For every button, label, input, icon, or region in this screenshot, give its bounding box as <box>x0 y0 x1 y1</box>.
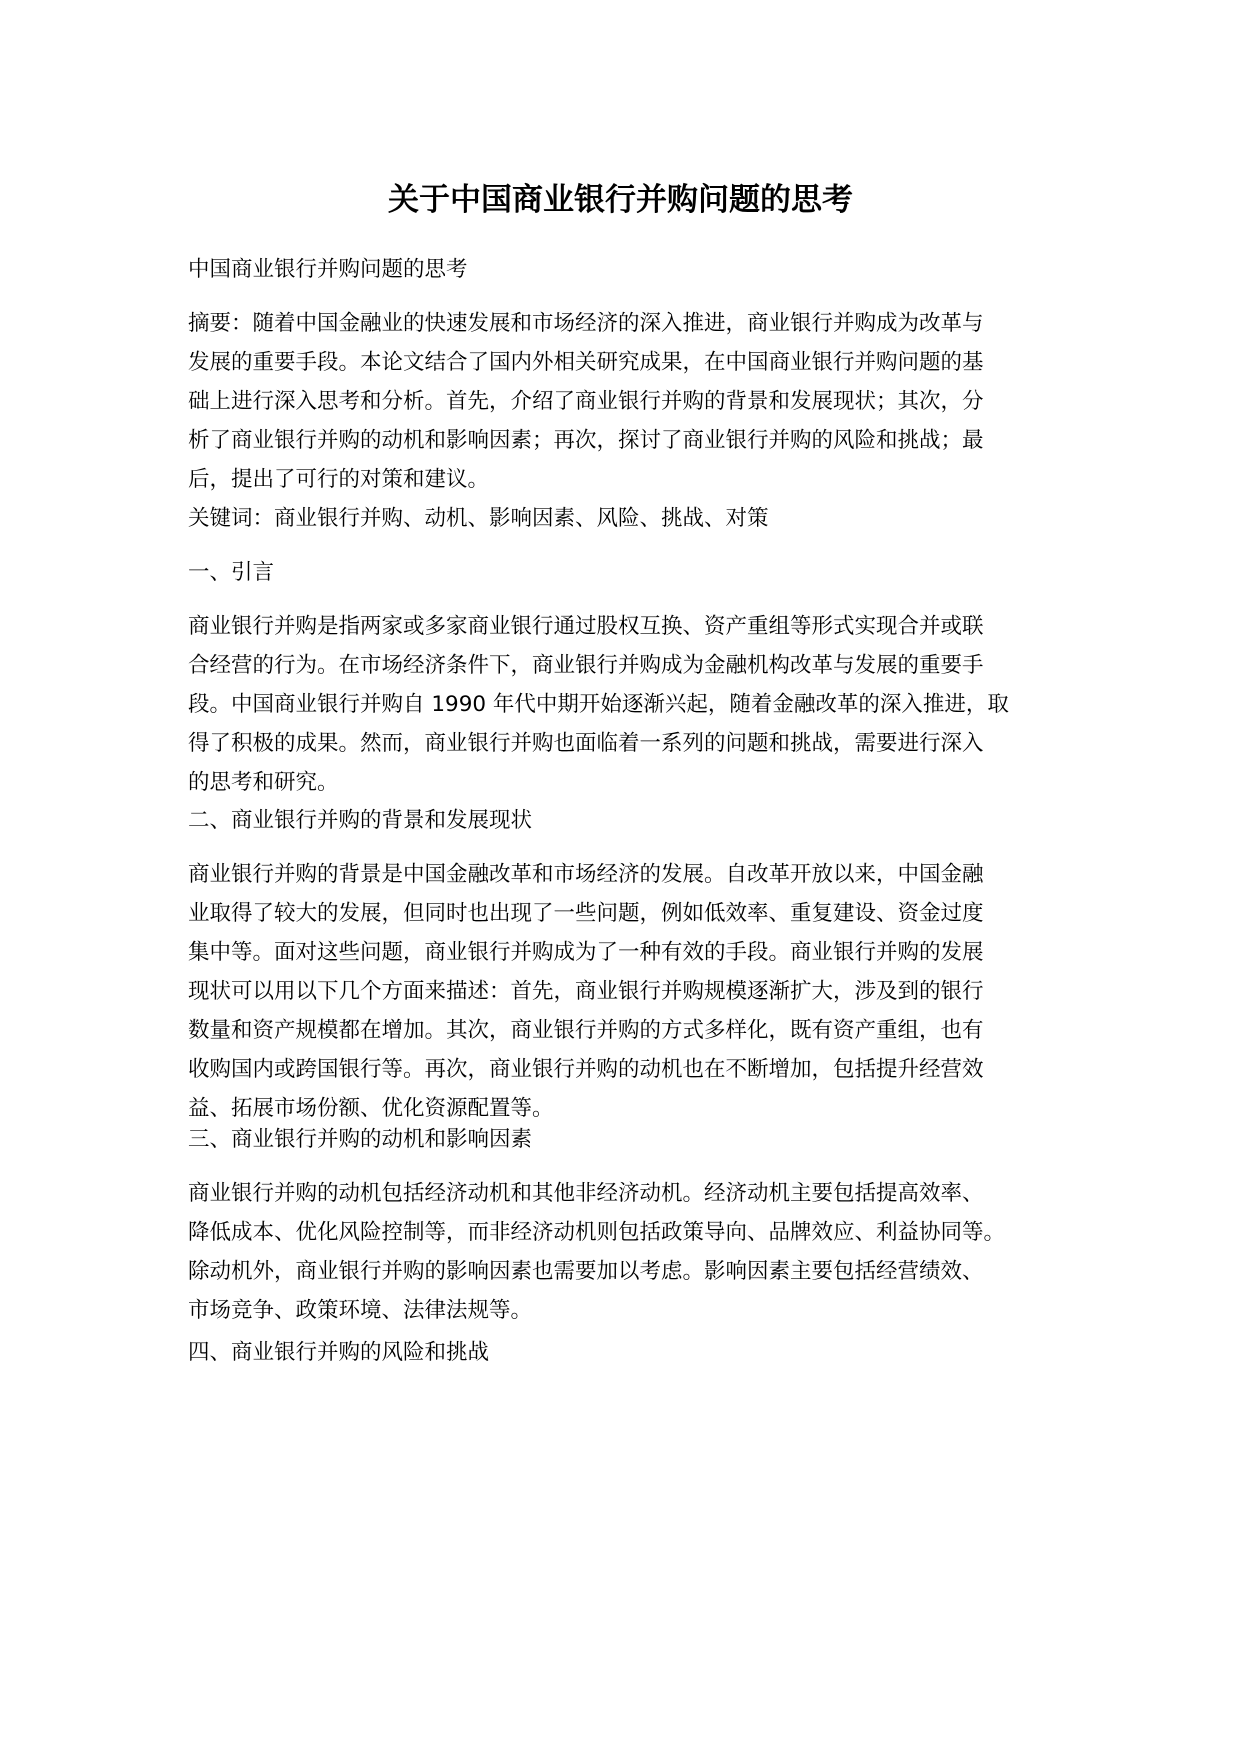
abstract-line: 析了商业银行并购的动机和影响因素；再次，探讨了商业银行并购的风险和挑战；最 <box>188 428 984 453</box>
paragraph-line: 现状可以用以下几个方面来描述：首先，商业银行并购规模逐渐扩大，涉及到的银行 <box>188 979 984 1004</box>
paragraph-line: 合经营的行为。在市场经济条件下，商业银行并购成为金融机构改革与发展的重要手 <box>188 653 984 678</box>
section-paragraph <box>188 1174 1058 1330</box>
abstract-line: 后，提出了可行的对策和建议。 <box>188 467 490 492</box>
paragraph-line: 除动机外，商业银行并购的影响因素也需要加以考虑。影响因素主要包括经营绩效、 <box>188 1259 984 1284</box>
paragraph-line: 段。中国商业银行并购自 1990 年代中期开始逐渐兴起，随着金融改革的深入推进，取 <box>188 692 1009 717</box>
paragraph-line: 商业银行并购是指两家或多家商业银行通过股权互换、资产重组等形式实现合并或联 <box>188 614 984 639</box>
paragraph-line: 数量和资产规模都在增加。其次，商业银行并购的方式多样化，既有资产重组，也有 <box>188 1018 984 1043</box>
abstract-paragraph <box>188 304 1058 499</box>
abstract-line: 础上进行深入思考和分析。首先，介绍了商业银行并购的背景和发展现状；其次，分 <box>188 389 984 414</box>
paragraph-line: 商业银行并购的背景是中国金融改革和市场经济的发展。自改革开放以来，中国金融 <box>188 862 984 887</box>
keywords-line: 关键词：商业银行并购、动机、影响因素、风险、挑战、对策 <box>188 506 769 531</box>
paragraph-line: 市场竞争、政策环境、法律法规等。 <box>188 1298 533 1323</box>
section-heading: 三、商业银行并购的动机和影响因素 <box>188 1127 533 1152</box>
section-heading: 二、商业银行并购的背景和发展现状 <box>188 808 533 833</box>
section-paragraph <box>188 855 1058 1128</box>
abstract-line: 发展的重要手段。本论文结合了国内外相关研究成果，在中国商业银行并购问题的基 <box>188 350 984 375</box>
paragraph-line: 降低成本、优化风险控制等，而非经济动机则包括政策导向、品牌效应、利益协同等。 <box>188 1220 1006 1245</box>
paragraph-line: 集中等。面对这些问题，商业银行并购成为了一种有效的手段。商业银行并购的发展 <box>188 940 984 965</box>
abstract-line: 摘要：随着中国金融业的快速发展和市场经济的深入推进，商业银行并购成为改革与 <box>188 311 984 336</box>
paragraph-line: 益、拓展市场份额、优化资源配置等。 <box>188 1096 554 1121</box>
section-heading: 四、商业银行并购的风险和挑战 <box>188 1340 490 1365</box>
paragraph-line: 商业银行并购的动机包括经济动机和其他非经济动机。经济动机主要包括提高效率、 <box>188 1181 984 1206</box>
section-heading: 一、引言 <box>188 560 275 585</box>
paragraph-line: 得了积极的成果。然而，商业银行并购也面临着一系列的问题和挑战，需要进行深入 <box>188 731 984 756</box>
section-paragraph <box>188 607 1058 802</box>
paragraph-line: 业取得了较大的发展，但同时也出现了一些问题，例如低效率、重复建设、资金过度 <box>188 901 984 926</box>
document-subtitle: 中国商业银行并购问题的思考 <box>188 257 468 282</box>
paragraph-line: 的思考和研究。 <box>188 770 339 795</box>
document-title: 关于中国商业银行并购问题的思考 <box>388 182 853 218</box>
paragraph-line: 收购国内或跨国银行等。再次，商业银行并购的动机也在不断增加，包括提升经营效 <box>188 1057 984 1082</box>
